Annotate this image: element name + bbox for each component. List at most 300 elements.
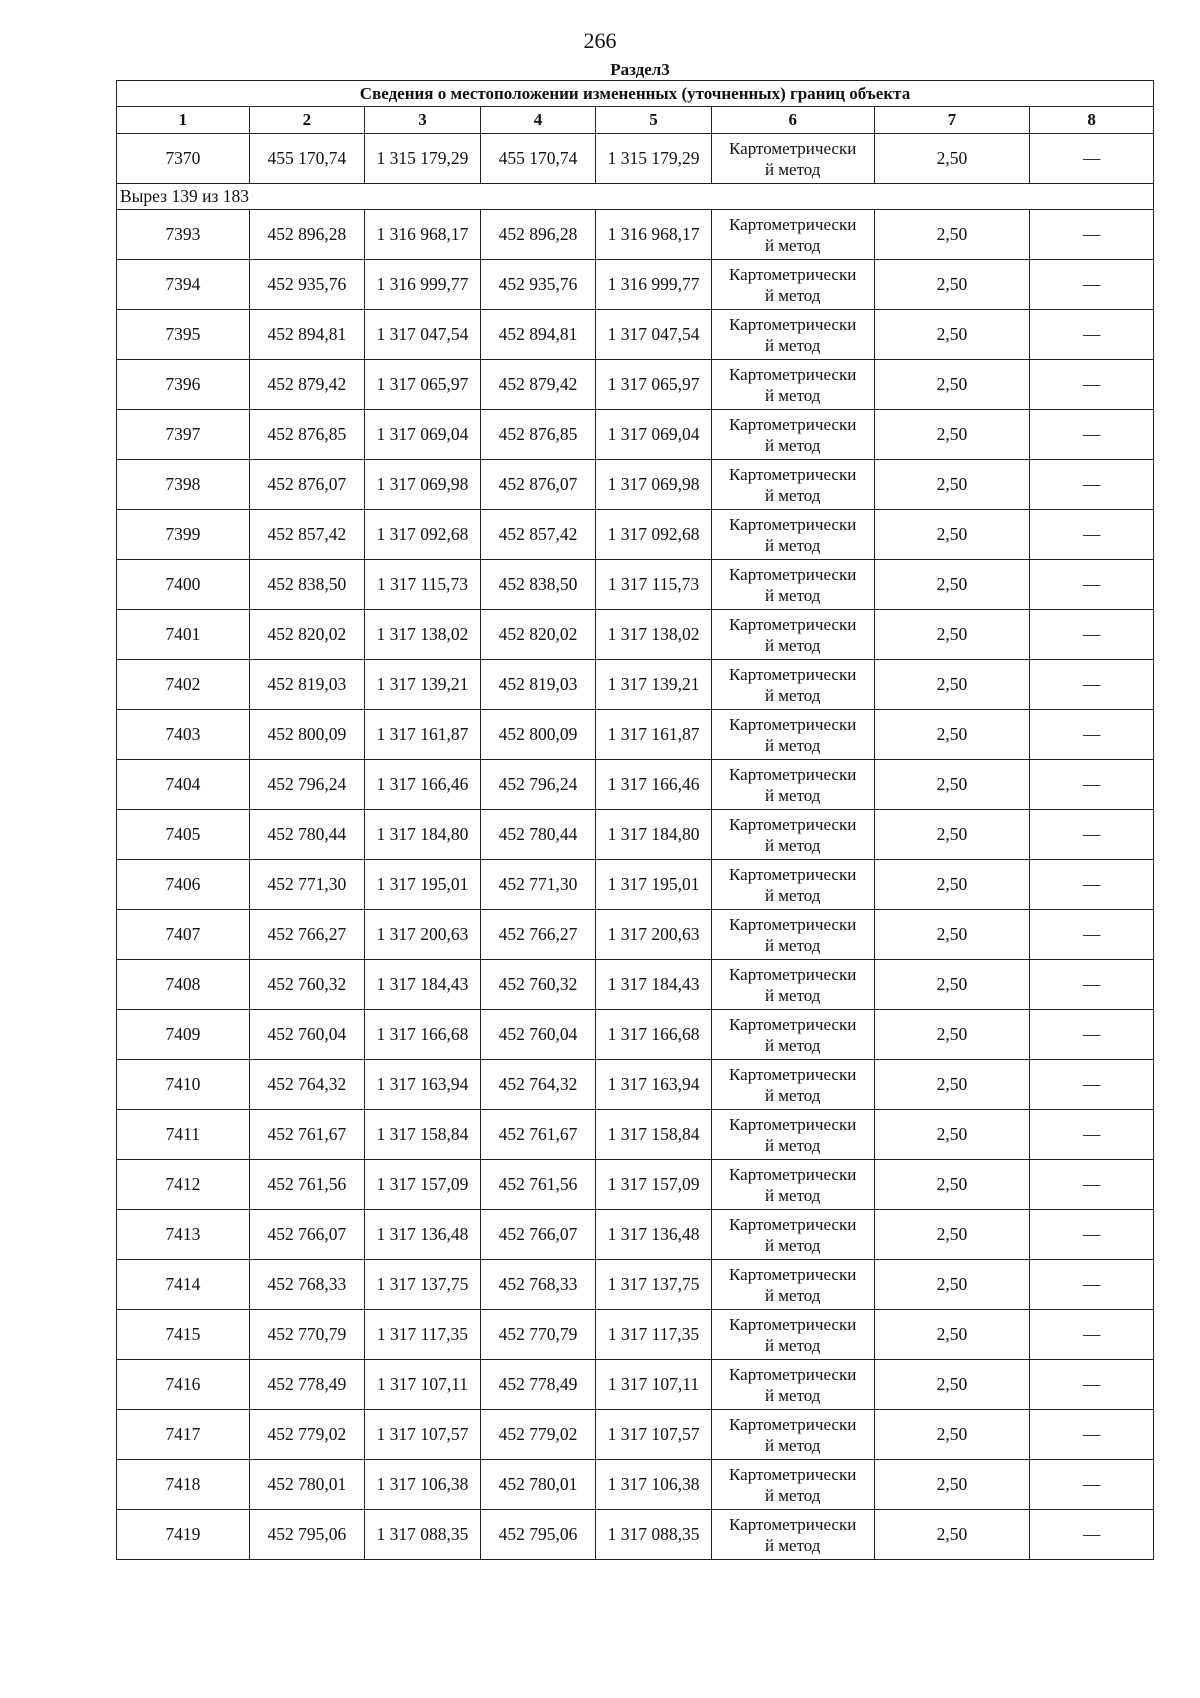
method-cell: [711, 460, 874, 510]
table-row: [117, 1360, 1154, 1410]
accuracy: 2,50: [874, 560, 1030, 610]
method-line1: Картометрически: [729, 1514, 857, 1534]
coord-x-new: 452 760,32: [480, 960, 596, 1010]
method-line2: й метод: [764, 685, 821, 705]
coord-y-old: 1 315 179,29: [365, 134, 481, 184]
note: —: [1030, 960, 1154, 1010]
accuracy: 2,50: [874, 410, 1030, 460]
coord-x-new: 452 760,04: [480, 1010, 596, 1060]
accuracy: 2,50: [874, 1160, 1030, 1210]
note: —: [1030, 1260, 1154, 1310]
method-line1: Картометрически: [729, 1214, 857, 1234]
method-line2: й метод: [764, 1435, 821, 1455]
table-row: [117, 410, 1154, 460]
coord-y-old: 1 317 138,02: [365, 610, 481, 660]
coord-y-new: 1 317 107,57: [596, 1410, 712, 1460]
method-cell: [711, 760, 874, 810]
point-id: 7419: [117, 1510, 250, 1560]
method-line1: Картометрически: [729, 1364, 857, 1384]
point-id: 7399: [117, 510, 250, 560]
table-row: [117, 760, 1154, 810]
coord-y-new: 1 317 138,02: [596, 610, 712, 660]
method-line1: Картометрически: [729, 764, 857, 784]
note: —: [1030, 1460, 1154, 1510]
coord-x-old: 452 760,04: [249, 1010, 365, 1060]
coord-y-new: 1 316 968,17: [596, 210, 712, 260]
note: —: [1030, 560, 1154, 610]
note: —: [1030, 410, 1154, 460]
table-row: [117, 1010, 1154, 1060]
coord-x-old: 452 894,81: [249, 310, 365, 360]
coord-x-new: 452 780,01: [480, 1460, 596, 1510]
table-caption: Сведения о местоположении измененных (уточненных) границ объекта: [117, 81, 1154, 107]
coord-y-new: 1 317 047,54: [596, 310, 712, 360]
table-row: [117, 1110, 1154, 1160]
note: —: [1030, 1410, 1154, 1460]
note: —: [1030, 1160, 1154, 1210]
page-number: 266: [583, 28, 617, 53]
coord-x-old: 452 768,33: [249, 1260, 365, 1310]
method-line1: Картометрически: [729, 1414, 857, 1434]
method-line2: й метод: [764, 1335, 821, 1355]
coord-x-new: 452 819,03: [480, 660, 596, 710]
coord-x-old: 452 761,56: [249, 1160, 365, 1210]
point-id: 7410: [117, 1060, 250, 1110]
coord-x-new: 452 768,33: [480, 1260, 596, 1310]
accuracy: 2,50: [874, 1110, 1030, 1160]
accuracy: 2,50: [874, 910, 1030, 960]
coord-x-old: 452 778,49: [249, 1360, 365, 1410]
note: —: [1030, 1110, 1154, 1160]
accuracy: 2,50: [874, 610, 1030, 660]
coord-x-new: 452 935,76: [480, 260, 596, 310]
method-line1: Картометрически: [729, 514, 857, 534]
method-line1: Картометрически: [729, 714, 857, 734]
table-row: [117, 1160, 1154, 1210]
accuracy: 2,50: [874, 210, 1030, 260]
point-id: 7393: [117, 210, 250, 260]
coord-x-new: 452 761,56: [480, 1160, 596, 1210]
method-line1: Картометрически: [729, 1064, 857, 1084]
coord-y-new: 1 317 137,75: [596, 1260, 712, 1310]
coord-x-new: 452 820,02: [480, 610, 596, 660]
accuracy: 2,50: [874, 1210, 1030, 1260]
coord-x-old: 452 780,44: [249, 810, 365, 860]
method-line2: й метод: [764, 835, 821, 855]
note: —: [1030, 134, 1154, 184]
method-line1: Картометрически: [729, 964, 857, 984]
coord-x-new: 452 766,27: [480, 910, 596, 960]
coord-y-old: 1 317 092,68: [365, 510, 481, 560]
coord-y-new: 1 317 184,80: [596, 810, 712, 860]
table-row: [117, 134, 1154, 184]
table-row: [117, 1410, 1154, 1460]
point-id: 7409: [117, 1010, 250, 1060]
method-line1: Картометрически: [729, 214, 857, 234]
coord-x-new: 452 894,81: [480, 310, 596, 360]
coord-y-new: 1 317 161,87: [596, 710, 712, 760]
point-id: 7402: [117, 660, 250, 710]
coord-y-new: 1 317 069,98: [596, 460, 712, 510]
coord-x-old: 452 770,79: [249, 1310, 365, 1360]
coord-x-new: 452 764,32: [480, 1060, 596, 1110]
coord-y-old: 1 317 137,75: [365, 1260, 481, 1310]
table-row: [117, 1060, 1154, 1110]
method-line2: й метод: [764, 985, 821, 1005]
method-line2: й метод: [764, 335, 821, 355]
method-cell: [711, 1010, 874, 1060]
coord-y-new: 1 317 158,84: [596, 1110, 712, 1160]
note: —: [1030, 1010, 1154, 1060]
table-row: [117, 810, 1154, 860]
coord-y-old: 1 317 107,11: [365, 1360, 481, 1410]
method-line1: Картометрически: [729, 564, 857, 584]
method-line2: й метод: [764, 435, 821, 455]
coord-x-old: 452 771,30: [249, 860, 365, 910]
method-cell: [711, 510, 874, 560]
table-row: [117, 460, 1154, 510]
coord-x-new: 452 779,02: [480, 1410, 596, 1460]
table-row: [117, 910, 1154, 960]
coord-y-old: 1 317 184,43: [365, 960, 481, 1010]
method-line1: Картометрически: [729, 364, 857, 384]
method-cell: [711, 1460, 874, 1510]
accuracy: 2,50: [874, 960, 1030, 1010]
accuracy: 2,50: [874, 810, 1030, 860]
coord-x-old: 452 879,42: [249, 360, 365, 410]
coord-y-new: 1 316 999,77: [596, 260, 712, 310]
coord-x-new: 452 796,24: [480, 760, 596, 810]
note: —: [1030, 1210, 1154, 1260]
note: —: [1030, 210, 1154, 260]
method-line1: Картометрически: [729, 414, 857, 434]
coord-x-new: 452 761,67: [480, 1110, 596, 1160]
method-cell: [711, 910, 874, 960]
coord-y-old: 1 317 195,01: [365, 860, 481, 910]
note: —: [1030, 860, 1154, 910]
coord-y-new: 1 317 195,01: [596, 860, 712, 910]
coord-x-old: 455 170,74: [249, 134, 365, 184]
coord-y-old: 1 317 065,97: [365, 360, 481, 410]
coord-y-old: 1 317 200,63: [365, 910, 481, 960]
coord-y-old: 1 317 166,46: [365, 760, 481, 810]
coord-y-new: 1 317 115,73: [596, 560, 712, 610]
table-row: [117, 1310, 1154, 1360]
note: —: [1030, 610, 1154, 660]
method-line1: Картометрически: [729, 1114, 857, 1134]
note: —: [1030, 1310, 1154, 1360]
coord-x-old: 452 820,02: [249, 610, 365, 660]
note: —: [1030, 310, 1154, 360]
coord-y-new: 1 317 107,11: [596, 1360, 712, 1410]
section-title: Раздел3: [610, 60, 670, 79]
point-id: 7395: [117, 310, 250, 360]
point-id: 7415: [117, 1310, 250, 1360]
column-number: 8: [1030, 107, 1154, 134]
method-line1: Картометрически: [729, 1164, 857, 1184]
coord-y-new: 1 317 069,04: [596, 410, 712, 460]
coord-y-old: 1 317 157,09: [365, 1160, 481, 1210]
coord-y-old: 1 317 166,68: [365, 1010, 481, 1060]
point-id: 7404: [117, 760, 250, 810]
coord-y-old: 1 317 106,38: [365, 1460, 481, 1510]
point-id: 7403: [117, 710, 250, 760]
method-line1: Картометрически: [729, 1464, 857, 1484]
method-cell: [711, 810, 874, 860]
coord-x-old: 452 780,01: [249, 1460, 365, 1510]
method-line2: й метод: [764, 1535, 821, 1555]
coord-x-old: 452 838,50: [249, 560, 365, 610]
point-id: 7407: [117, 910, 250, 960]
method-line1: Картометрически: [729, 314, 857, 334]
column-number-row: [117, 107, 1154, 134]
table-row: [117, 560, 1154, 610]
coord-y-old: 1 317 117,35: [365, 1310, 481, 1360]
method-line1: Картометрически: [729, 264, 857, 284]
table-row: [117, 1260, 1154, 1310]
method-line1: Картометрически: [729, 1014, 857, 1034]
coord-y-old: 1 317 184,80: [365, 810, 481, 860]
method-cell: [711, 960, 874, 1010]
accuracy: 2,50: [874, 1060, 1030, 1110]
method-line2: й метод: [764, 385, 821, 405]
coord-y-old: 1 316 968,17: [365, 210, 481, 260]
table-row: [117, 210, 1154, 260]
accuracy: 2,50: [874, 134, 1030, 184]
coord-x-new: 452 771,30: [480, 860, 596, 910]
coord-y-new: 1 317 106,38: [596, 1460, 712, 1510]
point-id: 7416: [117, 1360, 250, 1410]
column-number: 1: [117, 107, 250, 134]
method-line2: й метод: [764, 585, 821, 605]
table-caption-row: [117, 81, 1154, 107]
coord-y-old: 1 317 107,57: [365, 1410, 481, 1460]
method-cell: [711, 1160, 874, 1210]
point-id: 7401: [117, 610, 250, 660]
coord-x-old: 452 796,24: [249, 760, 365, 810]
point-id: 7405: [117, 810, 250, 860]
point-id: 7417: [117, 1410, 250, 1460]
note: —: [1030, 660, 1154, 710]
method-cell: [711, 360, 874, 410]
coord-y-old: 1 317 069,04: [365, 410, 481, 460]
method-line2: й метод: [764, 1485, 821, 1505]
table-row: [117, 710, 1154, 760]
coord-y-new: 1 317 200,63: [596, 910, 712, 960]
coord-y-new: 1 317 157,09: [596, 1160, 712, 1210]
note: —: [1030, 360, 1154, 410]
coord-y-old: 1 317 069,98: [365, 460, 481, 510]
coord-y-new: 1 317 139,21: [596, 660, 712, 710]
table-row: [117, 1510, 1154, 1560]
point-id: 7413: [117, 1210, 250, 1260]
coord-x-old: 452 896,28: [249, 210, 365, 260]
method-cell: [711, 1260, 874, 1310]
method-line2: й метод: [764, 735, 821, 755]
coordinates-table: [116, 80, 1154, 1560]
coord-x-new: 452 896,28: [480, 210, 596, 260]
coord-x-old: 452 876,85: [249, 410, 365, 460]
accuracy: 2,50: [874, 1410, 1030, 1460]
coord-x-new: 452 778,49: [480, 1360, 596, 1410]
cutout-row: [117, 184, 1154, 210]
table-row: [117, 260, 1154, 310]
accuracy: 2,50: [874, 310, 1030, 360]
coord-y-old: 1 317 047,54: [365, 310, 481, 360]
table-row: [117, 510, 1154, 560]
coord-y-old: 1 317 139,21: [365, 660, 481, 710]
method-cell: [711, 210, 874, 260]
accuracy: 2,50: [874, 1310, 1030, 1360]
coord-y-old: 1 317 136,48: [365, 1210, 481, 1260]
accuracy: 2,50: [874, 1510, 1030, 1560]
method-line1: Картометрически: [729, 864, 857, 884]
accuracy: 2,50: [874, 260, 1030, 310]
method-line2: й метод: [764, 635, 821, 655]
accuracy: 2,50: [874, 510, 1030, 560]
coord-y-old: 1 317 158,84: [365, 1110, 481, 1160]
column-number: 6: [711, 107, 874, 134]
method-line2: й метод: [764, 159, 821, 179]
accuracy: 2,50: [874, 1460, 1030, 1510]
coord-x-new: 452 857,42: [480, 510, 596, 560]
column-number: 2: [249, 107, 365, 134]
note: —: [1030, 260, 1154, 310]
point-id: 7370: [117, 134, 250, 184]
coord-x-new: 452 876,85: [480, 410, 596, 460]
method-line2: й метод: [764, 535, 821, 555]
method-line2: й метод: [764, 1035, 821, 1055]
coord-x-old: 452 795,06: [249, 1510, 365, 1560]
note: —: [1030, 810, 1154, 860]
method-line2: й метод: [764, 1235, 821, 1255]
method-line2: й метод: [764, 1385, 821, 1405]
note: —: [1030, 1360, 1154, 1410]
method-cell: [711, 310, 874, 360]
method-line1: Картометрически: [729, 464, 857, 484]
column-number: 4: [480, 107, 596, 134]
method-cell: [711, 260, 874, 310]
coord-y-old: 1 317 088,35: [365, 1510, 481, 1560]
coord-x-old: 452 760,32: [249, 960, 365, 1010]
method-cell: [711, 1410, 874, 1460]
method-cell: [711, 1360, 874, 1410]
point-id: 7394: [117, 260, 250, 310]
point-id: 7400: [117, 560, 250, 610]
method-cell: [711, 1510, 874, 1560]
note: —: [1030, 1060, 1154, 1110]
method-cell: [711, 610, 874, 660]
coord-x-new: 452 800,09: [480, 710, 596, 760]
accuracy: 2,50: [874, 660, 1030, 710]
coord-x-new: 452 876,07: [480, 460, 596, 510]
method-cell: [711, 1310, 874, 1360]
method-line2: й метод: [764, 1285, 821, 1305]
method-line2: й метод: [764, 885, 821, 905]
note: —: [1030, 710, 1154, 760]
note: —: [1030, 510, 1154, 560]
point-id: 7414: [117, 1260, 250, 1310]
coord-x-old: 452 764,32: [249, 1060, 365, 1110]
coord-x-old: 452 819,03: [249, 660, 365, 710]
accuracy: 2,50: [874, 860, 1030, 910]
coord-y-new: 1 317 088,35: [596, 1510, 712, 1560]
cutout-label: Вырез 139 из 183: [117, 184, 1154, 210]
coord-y-new: 1 317 065,97: [596, 360, 712, 410]
coord-x-old: 452 800,09: [249, 710, 365, 760]
coord-x-old: 452 779,02: [249, 1410, 365, 1460]
method-line2: й метод: [764, 485, 821, 505]
note: —: [1030, 1510, 1154, 1560]
coord-y-new: 1 317 166,46: [596, 760, 712, 810]
method-line1: Картометрически: [729, 914, 857, 934]
method-line2: й метод: [764, 1135, 821, 1155]
point-id: 7396: [117, 360, 250, 410]
coord-y-new: 1 315 179,29: [596, 134, 712, 184]
coord-x-new: 452 795,06: [480, 1510, 596, 1560]
method-line1: Картометрически: [729, 1314, 857, 1334]
table-row: [117, 960, 1154, 1010]
method-line1: Картометрически: [729, 664, 857, 684]
point-id: 7412: [117, 1160, 250, 1210]
table-row: [117, 1210, 1154, 1260]
method-cell: [711, 410, 874, 460]
method-line2: й метод: [764, 785, 821, 805]
accuracy: 2,50: [874, 360, 1030, 410]
accuracy: 2,50: [874, 760, 1030, 810]
coord-x-old: 452 766,27: [249, 910, 365, 960]
coord-y-new: 1 317 166,68: [596, 1010, 712, 1060]
method-line2: й метод: [764, 285, 821, 305]
coord-y-new: 1 317 163,94: [596, 1060, 712, 1110]
coord-y-new: 1 317 092,68: [596, 510, 712, 560]
method-cell: [711, 710, 874, 760]
method-line1: Картометрически: [729, 614, 857, 634]
accuracy: 2,50: [874, 1360, 1030, 1410]
coord-y-old: 1 317 161,87: [365, 710, 481, 760]
accuracy: 2,50: [874, 710, 1030, 760]
method-line2: й метод: [764, 1185, 821, 1205]
method-cell: [711, 1210, 874, 1260]
table-row: [117, 360, 1154, 410]
coord-x-old: 452 935,76: [249, 260, 365, 310]
table-row: [117, 860, 1154, 910]
table-body: [117, 81, 1154, 1560]
point-id: 7408: [117, 960, 250, 1010]
note: —: [1030, 910, 1154, 960]
method-cell: [711, 1060, 874, 1110]
coord-x-new: 452 766,07: [480, 1210, 596, 1260]
coord-y-new: 1 317 136,48: [596, 1210, 712, 1260]
method-line2: й метод: [764, 1085, 821, 1105]
coord-y-old: 1 317 163,94: [365, 1060, 481, 1110]
column-number: 7: [874, 107, 1030, 134]
coord-x-old: 452 761,67: [249, 1110, 365, 1160]
point-id: 7411: [117, 1110, 250, 1160]
table-row: [117, 310, 1154, 360]
coord-x-new: 452 780,44: [480, 810, 596, 860]
point-id: 7418: [117, 1460, 250, 1510]
table-row: [117, 1460, 1154, 1510]
point-id: 7406: [117, 860, 250, 910]
column-number: 3: [365, 107, 481, 134]
table-row: [117, 660, 1154, 710]
coord-x-old: 452 766,07: [249, 1210, 365, 1260]
method-cell: [711, 560, 874, 610]
note: —: [1030, 760, 1154, 810]
coord-x-new: 455 170,74: [480, 134, 596, 184]
note: —: [1030, 460, 1154, 510]
